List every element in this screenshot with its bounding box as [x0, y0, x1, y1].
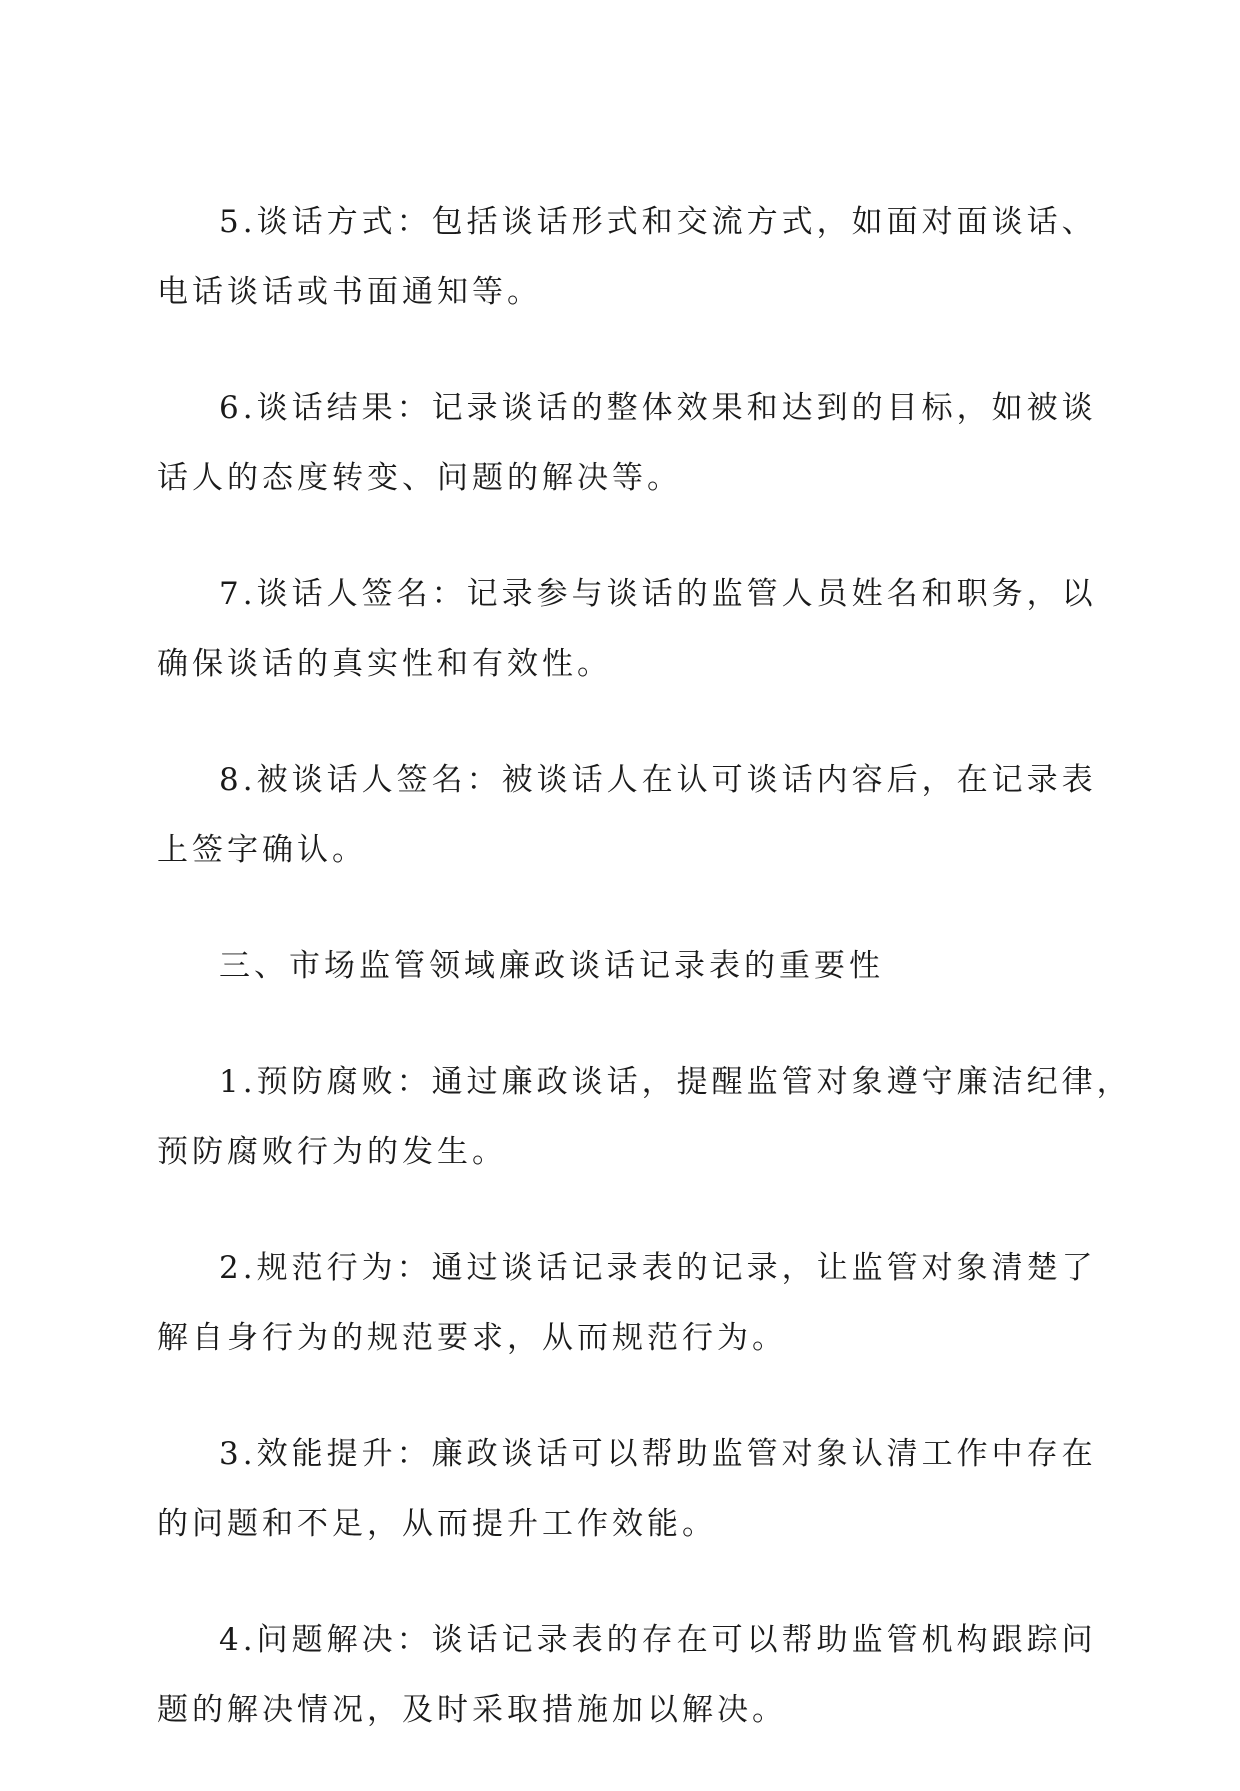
paragraph-line: 确保谈话的真实性和有效性。 — [157, 646, 612, 682]
paragraph-line: 上签字确认。 — [157, 832, 367, 868]
paragraph-line: 2.规范行为：通过谈话记录表的记录，让监管对象清楚了 — [219, 1250, 1097, 1286]
paragraph-line: 5.谈话方式：包括谈话形式和交流方式，如面对面谈话、 — [219, 204, 1097, 240]
paragraph-line: 3.效能提升：廉政谈话可以帮助监管对象认清工作中存在 — [219, 1436, 1097, 1472]
paragraph-line: 1.预防腐败：通过廉政谈话，提醒监管对象遵守廉洁纪律， — [219, 1064, 1132, 1100]
paragraph-line: 预防腐败行为的发生。 — [157, 1134, 507, 1170]
section-heading: 三、市场监管领域廉政谈话记录表的重要性 — [219, 948, 884, 984]
paragraph-talk-method — [157, 187, 1097, 327]
paragraph-line: 7.谈话人签名：记录参与谈话的监管人员姓名和职务，以 — [219, 576, 1097, 612]
paragraph-problem-solving — [157, 1605, 1097, 1745]
paragraph-line: 电话谈话或书面通知等。 — [157, 274, 542, 310]
paragraph-line: 题的解决情况，及时采取措施加以解决。 — [157, 1692, 787, 1728]
document-body — [157, 187, 1132, 1791]
paragraph-line: 4.问题解决：谈话记录表的存在可以帮助监管机构跟踪问 — [219, 1622, 1097, 1658]
paragraph-line: 解自身行为的规范要求，从而规范行为。 — [157, 1320, 787, 1356]
paragraph-prevent-corruption — [157, 1047, 1132, 1187]
paragraph-interviewee-signature — [157, 745, 1097, 885]
paragraph-line: 8.被谈话人签名：被谈话人在认可谈话内容后，在记录表 — [219, 762, 1097, 798]
paragraph-line: 话人的态度转变、问题的解决等。 — [157, 460, 682, 496]
paragraph-talk-result — [157, 373, 1097, 513]
paragraph-line: 的问题和不足，从而提升工作效能。 — [157, 1506, 717, 1542]
paragraph-line: 6.谈话结果：记录谈话的整体效果和达到的目标，如被谈 — [219, 390, 1097, 426]
paragraph-regulate-behavior — [157, 1233, 1097, 1373]
paragraph-efficiency — [157, 1419, 1097, 1559]
paragraph-talker-signature — [157, 559, 1097, 699]
